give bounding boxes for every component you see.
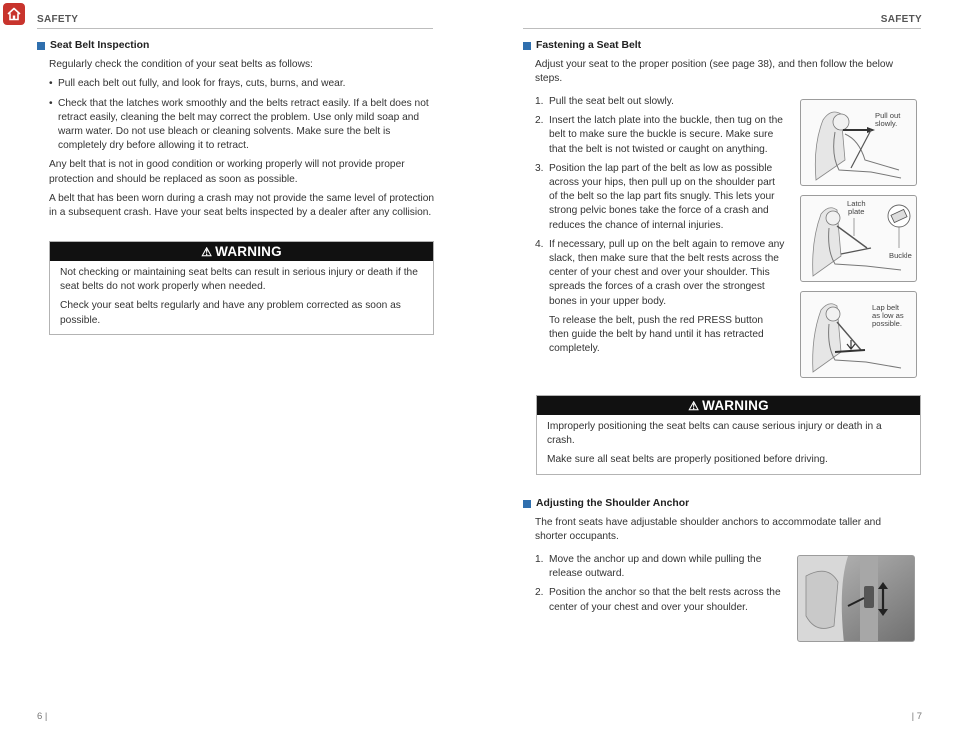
step-item: 2. Position the anchor so that the belt rests across the center of your chest and over your shoulder. bbox=[535, 587, 781, 613]
fastening-steps bbox=[535, 90, 785, 356]
inspection-intro: Regularly check the condition of your seat belts as follows: bbox=[49, 59, 313, 71]
step-item: 1. Pull the seat belt out slowly. bbox=[535, 96, 674, 107]
warning-bar: ⚠ WARNING bbox=[537, 396, 920, 415]
home-button[interactable] bbox=[3, 3, 25, 25]
illustration-label: Latch plate bbox=[847, 199, 866, 217]
right-column bbox=[523, 39, 923, 87]
section-heading-inspection: Seat Belt Inspection bbox=[37, 39, 437, 53]
bullet-dot: • bbox=[49, 97, 53, 109]
page-number-right: | 7 bbox=[911, 711, 922, 722]
step-item: 3. Position the lap part of the belt as low as possible across your hips, then pull up on the shoulder part of the belt so the lap part fits snugly. This lets your strong pelvic bones take the force of a crash and reduces the chance of internal injuries. bbox=[535, 162, 775, 231]
warning-box-right bbox=[536, 395, 921, 475]
inspection-para: Any belt that is not in good condition or working properly will not provide proper protection and should be replaced as soon as possible. bbox=[49, 159, 405, 185]
illustration-label: Pull out slowly. bbox=[875, 111, 901, 129]
fastening-intro: Adjust your seat to the proper position (see page 38), and then follow the below steps. bbox=[535, 59, 893, 85]
shoulder-anchor-illustration bbox=[798, 556, 915, 642]
page-number-left: 6 | bbox=[37, 711, 48, 722]
anchor-intro: The front seats have adjustable shoulder anchors to accommodate taller and shorter occupants. bbox=[535, 517, 882, 543]
anchor-section bbox=[523, 497, 923, 545]
left-column bbox=[37, 39, 437, 220]
header-divider-right bbox=[523, 28, 921, 29]
home-icon bbox=[6, 6, 22, 22]
illustration-shoulder-anchor bbox=[797, 555, 915, 642]
illustration-lap-belt bbox=[800, 291, 917, 378]
release-instructions: To release the belt, push the red PRESS button then guide the belt by hand until it has retracted completely. bbox=[549, 314, 764, 355]
section-square-icon bbox=[523, 42, 531, 50]
illustration-latch-buckle bbox=[800, 195, 917, 282]
inspection-bullet: • Check that the latches work smoothly and the belts retract easily. If a belt does not retract easily, cleaning the belt may correct the problem. Use only mild soap and warm water. Do not use bleach or cleaning solvents. Make sure the belt is completely dry before allowing it to retract. bbox=[49, 97, 437, 154]
illustration-label: Buckle bbox=[889, 251, 912, 260]
warning-body: Not checking or maintaining seat belts can result in serious injury or death if the seat belts do not work properly when needed. Check your seat belts regularly and have any problem corrected as soon as possible. bbox=[60, 267, 418, 326]
step-item: 4. If necessary, pull up on the belt again to remove any slack, then make sure that the belt rests across the center of your chest and over your shoulder. This spreads the forces of a crash over the strongest bones in your upper body. bbox=[535, 238, 785, 307]
bullet-dot: • bbox=[49, 78, 53, 90]
section-heading-anchor: Adjusting the Shoulder Anchor bbox=[523, 497, 923, 511]
warning-body: Improperly positioning the seat belts can cause serious injury or death in a crash. Make sure all seat belts are properly positioned before driving. bbox=[547, 421, 882, 466]
step-item: 2. Insert the latch plate into the buckle, then tug on the belt to make sure the buckle is secure. Make sure that the belt is not twisted or caught on anything. bbox=[535, 115, 783, 155]
inspection-bullet: • Pull each belt out fully, and look for frays, cuts, burns, and wear. bbox=[49, 77, 437, 91]
warning-triangle-icon: ⚠ bbox=[688, 398, 700, 413]
header-right: SAFETY bbox=[880, 14, 922, 25]
header-divider-left bbox=[37, 28, 433, 29]
header-left: SAFETY bbox=[37, 14, 79, 25]
warning-box-left bbox=[49, 241, 434, 335]
inspection-para: A belt that has been worn during a crash may not provide the same level of protection in a subsequent crash. Have your seat belts inspected by a dealer after any collision. bbox=[49, 192, 435, 219]
anchor-steps bbox=[535, 548, 785, 615]
step-item: 1. Move the anchor up and down while pulling the release outward. bbox=[535, 554, 762, 580]
warning-bar: ⚠ WARNING bbox=[50, 242, 433, 261]
illustration-label: Lap belt as low as possible. bbox=[872, 303, 904, 329]
section-square-icon bbox=[37, 42, 45, 50]
illustration-pull-out bbox=[800, 99, 917, 186]
section-heading-fastening: Fastening a Seat Belt bbox=[523, 39, 923, 53]
section-square-icon bbox=[523, 500, 531, 508]
warning-triangle-icon: ⚠ bbox=[201, 244, 213, 259]
